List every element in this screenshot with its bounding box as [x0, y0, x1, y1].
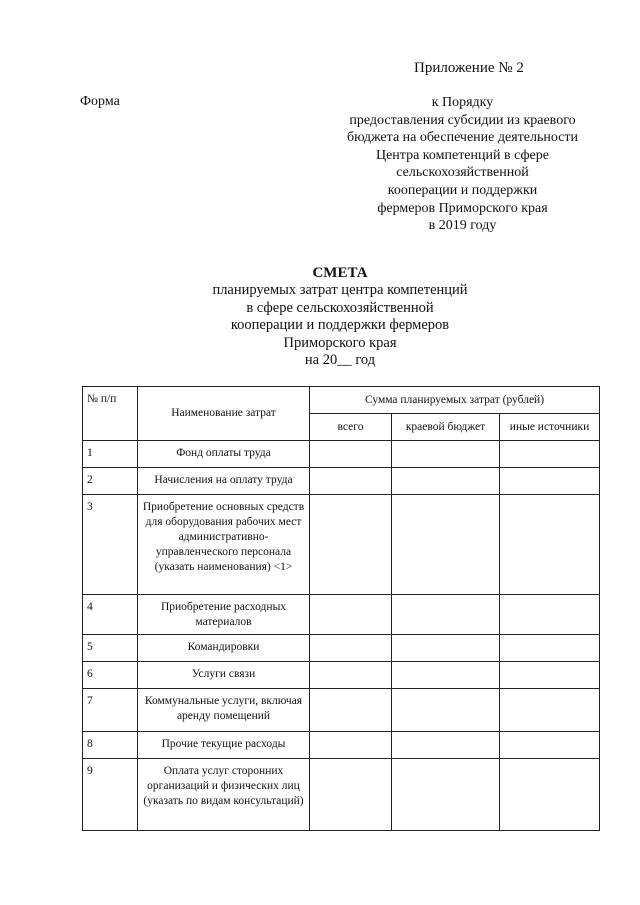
form-label: Форма — [80, 94, 120, 109]
title-line: кооперации и поддержки фермеров — [230, 317, 450, 334]
row-name: Услуги связи — [138, 662, 310, 689]
row-num: 8 — [83, 732, 138, 759]
cell-total — [310, 495, 392, 595]
table-row — [83, 662, 600, 689]
cell-other — [500, 441, 600, 468]
cell-regional — [392, 595, 500, 635]
row-num: 5 — [83, 635, 138, 662]
cell-total — [310, 635, 392, 662]
cell-other — [500, 635, 600, 662]
cell-total — [310, 595, 392, 635]
cell-regional — [392, 689, 500, 732]
header-sum: Сумма планируемых затрат (рублей) — [310, 387, 600, 414]
row-num: 2 — [83, 468, 138, 495]
order-line: к Порядку — [431, 95, 494, 110]
table-row — [83, 689, 600, 732]
order-line: фермеров Приморского края — [377, 200, 548, 216]
order-line: предоставления субсидии из краевого — [349, 112, 576, 128]
cell-total — [310, 759, 392, 831]
header-total: всего — [310, 414, 392, 441]
cell-regional — [392, 759, 500, 831]
cell-total — [310, 732, 392, 759]
order-line: сельскохозяйственной — [396, 165, 529, 181]
table-row — [83, 759, 600, 831]
row-name: Командировки — [138, 635, 310, 662]
cell-total — [310, 441, 392, 468]
row-num: 9 — [83, 759, 138, 831]
cell-other — [500, 468, 600, 495]
row-num: 3 — [83, 495, 138, 595]
table-row — [83, 635, 600, 662]
header-name: Наименование затрат — [138, 387, 310, 441]
order-line: в 2019 году — [428, 218, 497, 234]
cell-regional — [392, 662, 500, 689]
document-title — [150, 265, 530, 369]
appendix-number: Приложение № 2 — [414, 60, 524, 76]
cell-total — [310, 662, 392, 689]
row-name: Коммунальные услуги, включая аренду помещений — [138, 689, 310, 732]
row-name: Фонд оплаты труда — [138, 441, 310, 468]
cell-other — [500, 759, 600, 831]
table-row — [83, 441, 600, 468]
cell-regional — [392, 495, 500, 595]
row-num: 1 — [83, 441, 138, 468]
row-name: Приобретение расходных материалов — [138, 595, 310, 635]
cell-other — [500, 689, 600, 732]
header-regional-budget: краевой бюджет — [392, 414, 500, 441]
title-line: планируемых затрат центра компетенций — [212, 282, 468, 299]
order-line: кооперации и поддержки — [387, 182, 538, 198]
header-num: № п/п — [83, 387, 138, 441]
row-name: Оплата услуг сторонних организаций и физических лиц (указать по видам консультаций) — [138, 759, 310, 831]
table-row — [83, 495, 600, 595]
row-num: 6 — [83, 662, 138, 689]
title-line: на 20__ год — [304, 352, 376, 369]
row-name: Прочие текущие расходы — [138, 732, 310, 759]
cell-regional — [392, 468, 500, 495]
header-other-sources: иные источники — [500, 414, 600, 441]
row-num: 4 — [83, 595, 138, 635]
order-line: Центра компетенций в сфере — [375, 147, 549, 163]
cell-other — [500, 495, 600, 595]
cell-other — [500, 662, 600, 689]
cell-total — [310, 689, 392, 732]
estimate-table — [82, 386, 600, 831]
order-reference — [330, 94, 595, 235]
title-line: Приморского края — [283, 334, 397, 351]
title-main: СМЕТА — [312, 265, 368, 281]
order-line: бюджета на обеспечение деятельности — [346, 130, 579, 146]
cell-regional — [392, 441, 500, 468]
table-row — [83, 595, 600, 635]
cell-total — [310, 468, 392, 495]
row-name: Приобретение основных средств для оборудования рабочих мест административно-управленческого персонала (указать наименования) <1> — [138, 495, 310, 595]
table-row — [83, 732, 600, 759]
title-line: в сфере сельскохозяйственной — [246, 299, 434, 316]
cell-regional — [392, 635, 500, 662]
table-header-row — [83, 387, 600, 414]
row-num: 7 — [83, 689, 138, 732]
cell-other — [500, 732, 600, 759]
table-row — [83, 468, 600, 495]
row-name: Начисления на оплату труда — [138, 468, 310, 495]
cell-other — [500, 595, 600, 635]
cell-regional — [392, 732, 500, 759]
